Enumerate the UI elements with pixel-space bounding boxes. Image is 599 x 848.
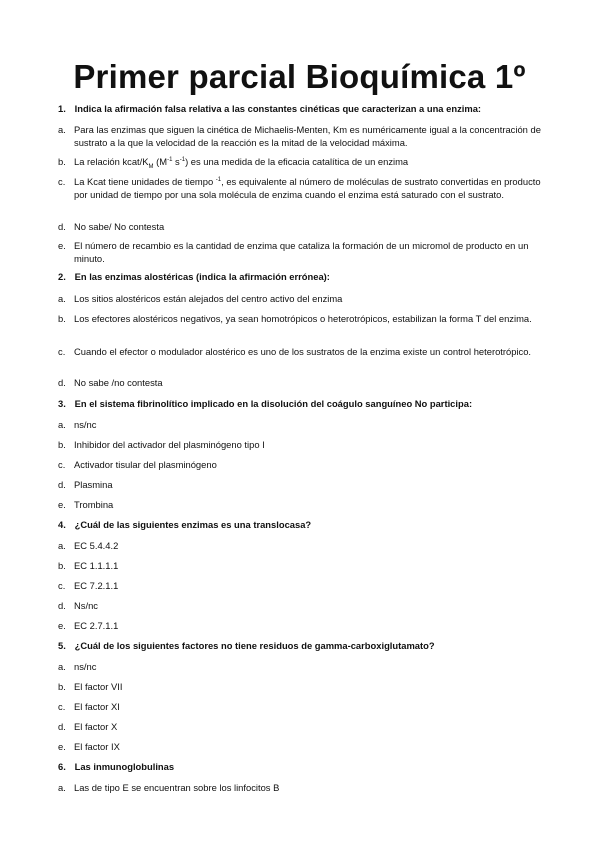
- option-letter: d.: [58, 479, 66, 490]
- question-6: [58, 760, 548, 773]
- option-letter: e.: [58, 499, 66, 510]
- option-3d: [58, 478, 548, 491]
- option-3b: [58, 438, 548, 451]
- option-text: Los sitios alostéricos están alejados del centro activo del enzima: [74, 293, 343, 304]
- option-4a: [58, 539, 548, 552]
- option-4d: [58, 599, 548, 612]
- option-letter: b.: [58, 681, 66, 692]
- option-3c: [58, 458, 548, 471]
- option-text: Plasmina: [74, 479, 113, 490]
- option-2b: [58, 312, 548, 325]
- option-5e: [58, 740, 548, 753]
- subscript: M: [148, 163, 154, 170]
- option-text: Los efectores alostéricos negativos, ya sean homotrópicos o heterotrópicos, estabilizan la forma T del enzima.: [74, 313, 532, 324]
- option-text: Para las enzimas que siguen la cinética de Michaelis-Menten, Km es numéricamente igual a la concentración de sustrato a la que la velocidad de la reacción es la mitad de la velocidad máxima.: [74, 124, 541, 148]
- question-text: En el sistema fibrinolítico implicado en la disolución del coágulo sanguíneo No participa:: [74, 398, 473, 409]
- option-text: Activador tisular del plasminógeno: [74, 459, 217, 470]
- option-text: El número de recambio es la cantidad de enzima que cataliza la formación de un micromol de producto en un minuto.: [74, 240, 529, 264]
- question-text: ¿Cuál de las siguientes enzimas es una translocasa?: [74, 519, 312, 530]
- option-text: [74, 155, 548, 168]
- question-text: ¿Cuál de los siguientes factores no tiene residuos de gamma-carboxiglutamato?: [74, 640, 435, 651]
- option-4c: [58, 579, 548, 592]
- option-letter: e.: [58, 620, 66, 631]
- option-text: ns/nc: [74, 419, 97, 430]
- option-2d: [58, 376, 548, 389]
- question-number: 5.: [58, 640, 66, 651]
- question-2: [58, 270, 548, 283]
- option-letter: c.: [58, 346, 66, 357]
- option-letter: c.: [58, 459, 66, 470]
- question-number: 1.: [58, 103, 66, 114]
- option-5d: [58, 720, 548, 733]
- option-letter: c.: [58, 580, 66, 591]
- option-letter: a.: [58, 782, 66, 793]
- option-text: ns/nc: [74, 661, 97, 672]
- option-2a: [58, 292, 548, 305]
- option-letter: a.: [58, 661, 66, 672]
- option-letter: a.: [58, 293, 66, 304]
- option-text-mid: (M: [153, 156, 168, 167]
- option-1b: [58, 155, 548, 168]
- option-text: [74, 175, 548, 201]
- option-5a: [58, 660, 548, 673]
- question-text: En las enzimas alostéricas (indica la afirmación errónea):: [74, 271, 330, 282]
- option-letter: e.: [58, 741, 66, 752]
- option-text: EC 2.7.1.1: [74, 620, 119, 631]
- option-text-suffix: ) es una medida de la eficacia catalítica de un enzima: [185, 156, 409, 167]
- option-text: El factor X: [74, 721, 118, 732]
- option-text: Inhibidor del activador del plasminógeno tipo I: [74, 439, 265, 450]
- option-5b: [58, 680, 548, 693]
- option-text: No sabe /no contesta: [74, 377, 163, 388]
- option-letter: d.: [58, 221, 66, 232]
- option-4e: [58, 619, 548, 632]
- option-text-mid2: s: [172, 156, 180, 167]
- option-letter: a.: [58, 419, 66, 430]
- option-3a: [58, 418, 548, 431]
- question-number: 4.: [58, 519, 66, 530]
- option-text: El factor VII: [74, 681, 123, 692]
- option-6a: [58, 781, 548, 794]
- option-text: EC 1.1.1.1: [74, 560, 119, 571]
- option-5c: [58, 700, 548, 713]
- option-letter: c.: [58, 701, 66, 712]
- option-text: Las de tipo E se encuentran sobre los linfocitos B: [74, 782, 280, 793]
- option-letter: b.: [58, 560, 66, 571]
- option-text: No sabe/ No contesta: [74, 221, 165, 232]
- option-4b: [58, 559, 548, 572]
- option-letter: b.: [58, 313, 66, 324]
- superscript: -1: [167, 156, 173, 163]
- option-text: Ns/nc: [74, 600, 98, 611]
- option-1e: [58, 239, 548, 265]
- option-text: El factor IX: [74, 741, 120, 752]
- superscript: -1: [215, 176, 222, 183]
- question-text: Las inmunoglobulinas: [74, 761, 175, 772]
- option-text: Cuando el efector o modulador alostérico es uno de los sustratos de la enzima existe un control heterotrópico.: [74, 346, 532, 357]
- option-3e: [58, 498, 548, 511]
- option-letter: a.: [58, 124, 66, 135]
- option-letter: b.: [58, 156, 66, 167]
- option-1d: [58, 220, 548, 233]
- question-number: 3.: [58, 398, 66, 409]
- option-letter: d.: [58, 377, 66, 388]
- option-text-suffix: , es equivalente al número de moléculas de sustrato convertidas en producto por unidad de tiempo por una sola molécula de enzima cuando el enzima está saturado con el sustrato.: [74, 176, 541, 200]
- question-1: [58, 102, 548, 115]
- option-1a: [58, 123, 548, 149]
- option-text: El factor XI: [74, 701, 120, 712]
- option-letter: a.: [58, 540, 66, 551]
- question-5: [58, 639, 548, 652]
- option-text-prefix: La Kcat tiene unidades de tiempo: [74, 176, 216, 187]
- option-letter: d.: [58, 600, 66, 611]
- option-letter: b.: [58, 439, 66, 450]
- option-text: EC 7.2.1.1: [74, 580, 119, 591]
- option-text-prefix: La relación kcat/K: [74, 156, 149, 167]
- option-2c: [58, 345, 548, 358]
- superscript-2: -1: [179, 156, 186, 163]
- question-3: [58, 397, 548, 410]
- option-1c: [58, 175, 548, 201]
- question-4: [58, 518, 548, 531]
- option-letter: d.: [58, 721, 66, 732]
- question-number: 6.: [58, 761, 66, 772]
- question-number: 2.: [58, 271, 66, 282]
- option-text: EC 5.4.4.2: [74, 540, 119, 551]
- question-text: Indica la afirmación falsa relativa a las constantes cinéticas que caracterizan a una enzima:: [74, 103, 482, 114]
- option-letter: c.: [58, 176, 66, 187]
- option-letter: e.: [58, 240, 66, 251]
- option-text: Trombina: [74, 499, 114, 510]
- page-title: Primer parcial Bioquímica 1º: [73, 58, 526, 95]
